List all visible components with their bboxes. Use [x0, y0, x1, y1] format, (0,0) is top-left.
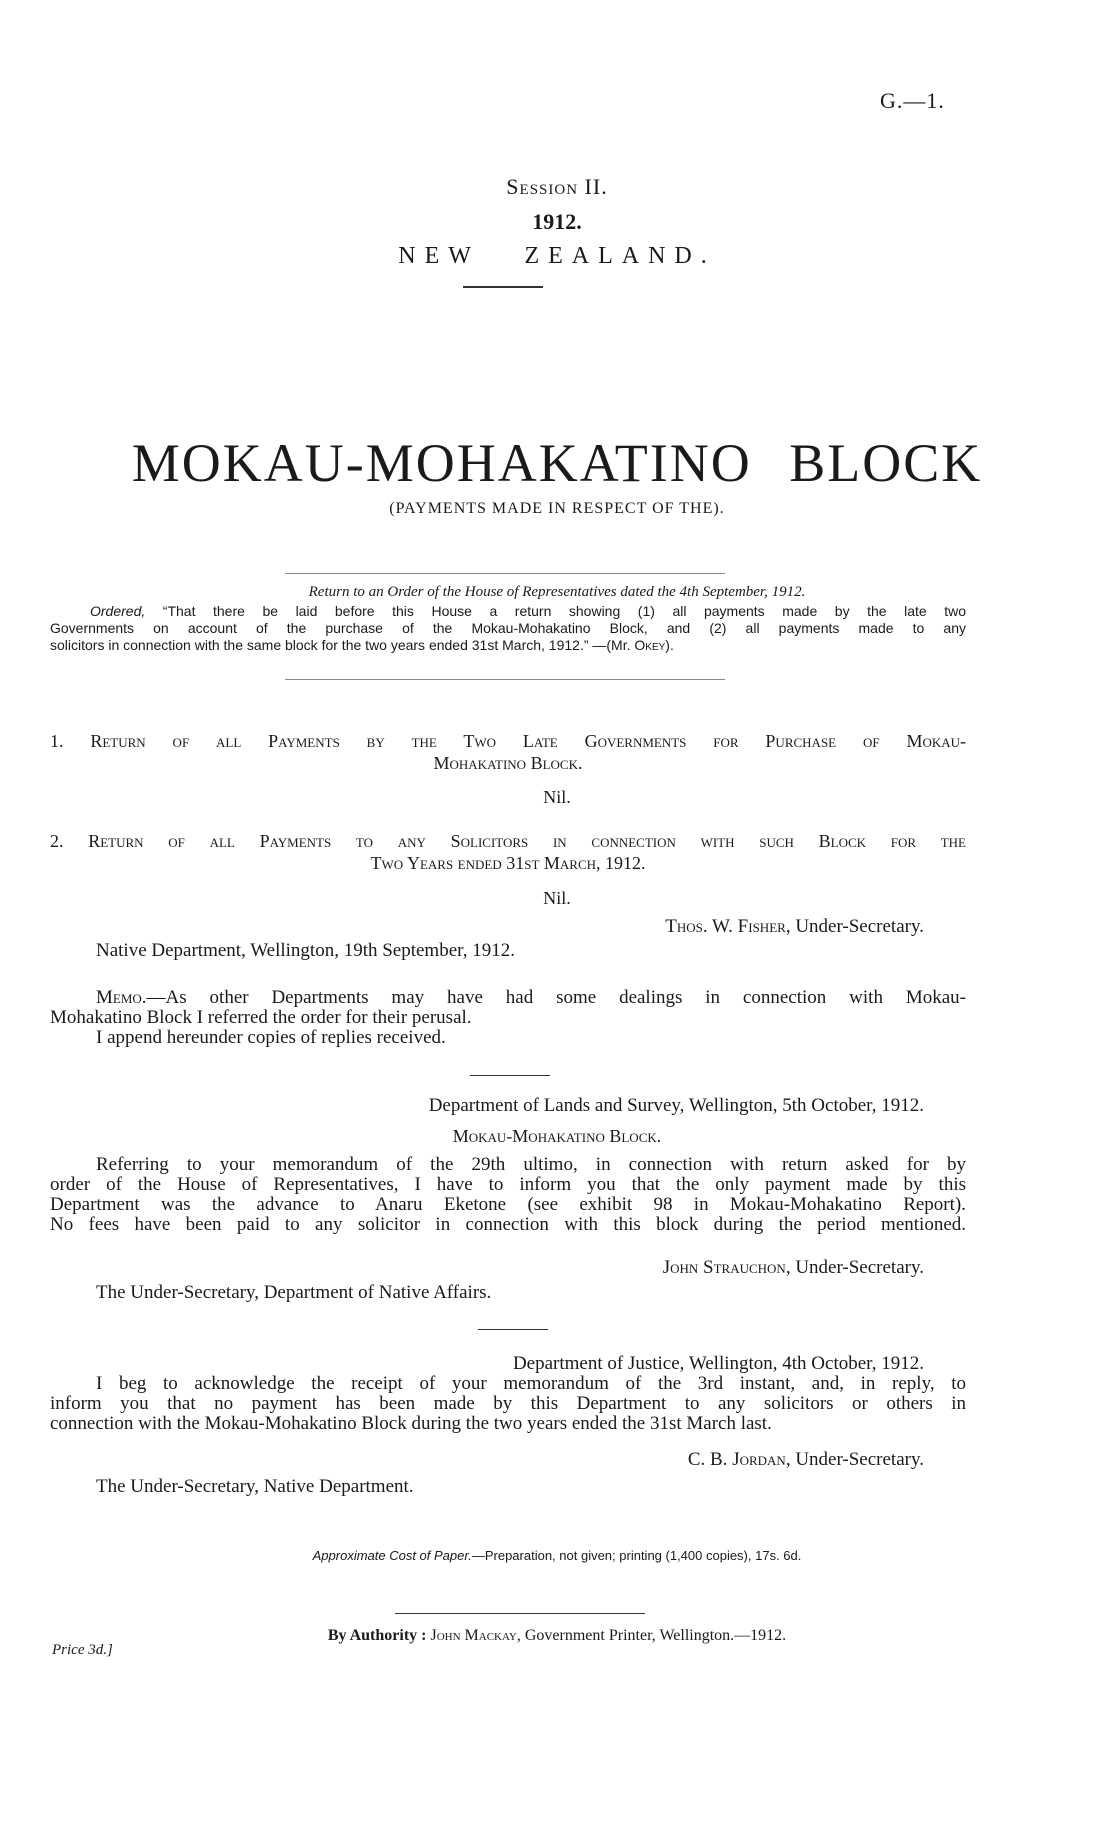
return-item-1-line-2: Mohakatino Block.: [433, 753, 583, 773]
memo-line-3: I append hereunder copies of replies received.: [96, 1027, 446, 1048]
ordered-close: ).: [665, 637, 674, 653]
document-code: G.—1.: [880, 88, 945, 113]
order-bottom-divider: [285, 679, 725, 680]
letter-2-signature: [688, 1449, 924, 1471]
order-top-divider: [285, 573, 725, 574]
return-item-1-number: 1.: [50, 731, 64, 751]
memo-label: Memo.: [96, 987, 147, 1008]
letter-1-dateline: Department of Lands and Survey, Wellington, 5th October, 1912.: [428, 1095, 924, 1116]
letter-2-addressee: The Under-Secretary, Native Department.: [96, 1476, 414, 1497]
country-label: NEW ZEALAND.: [398, 243, 716, 269]
return-item-1-value: Nil.: [543, 787, 571, 807]
letter-2-line-1: I beg to acknowledge the receipt of your memorandum of the 3rd instant, and, in reply, to: [96, 1373, 966, 1394]
printer-name: John Mackay: [430, 1627, 517, 1644]
returns-dateline: Native Department, Wellington, 19th September, 1912.: [96, 940, 515, 961]
ordered-text-1: “That there be laid before this House a return showing (1) all payments made by the late two: [162, 603, 966, 619]
ordered-paragraph: [50, 603, 966, 654]
letter-2-signature-name: C. B. Jordan: [687, 1449, 786, 1470]
memo-line-2: Mohakatino Block I referred the order for their perusal.: [50, 1007, 472, 1028]
ordered-label: Ordered,: [90, 603, 146, 619]
year-label: 1912.: [532, 209, 582, 234]
return-item-2: [50, 830, 966, 874]
return-item-2-line-1: Return of all Payments to any Solicitors in connection with such Block for the: [88, 831, 967, 851]
returns-signature: [665, 916, 924, 938]
letter-2-line-3: connection with the Mokau-Mohakatino Block during the two years ended the 31st March last.: [50, 1413, 772, 1434]
header-divider: [463, 286, 543, 288]
letter-1-subject: Mokau-Mohakatino Block.: [452, 1126, 662, 1146]
letter-2-signature-title: , Under-Secretary.: [785, 1449, 924, 1470]
return-order-line: Return to an Order of the House of Representatives dated the 4th September, 1912.: [308, 584, 806, 600]
memo-paragraph: [50, 988, 966, 1048]
cost-of-paper-line: [0, 1548, 1114, 1563]
ordered-text-3: solicitors in connection with the same block for the two years ended 31st March, 1912.” —(Mr.: [50, 637, 635, 653]
letter-1-signature-name: John Strauchon: [662, 1257, 786, 1278]
returns-signature-title: , Under-Secretary.: [785, 916, 924, 937]
letter-divider: [478, 1329, 548, 1330]
letter-1-line-2: order of the House of Representatives, I have to inform you that the only payment made by this: [50, 1174, 966, 1195]
return-item-1-line-1: Return of all Payments by the Two Late Governments for Purchase of Mokau-: [90, 731, 966, 751]
letter-1-addressee: The Under-Secretary, Department of Native Affairs.: [96, 1282, 492, 1303]
footer-divider: [395, 1613, 645, 1614]
printer-rest: , Government Printer, Wellington.—1912.: [516, 1627, 787, 1644]
page-title: MOKAU-MOHAKATINO BLOCK: [131, 433, 983, 493]
letter-1-line-4: No fees have been paid to any solicitor in connection with this block during the period mentioned.: [50, 1214, 966, 1235]
authority-line: [0, 1627, 1114, 1645]
page-subtitle: (PAYMENTS MADE IN RESPECT OF THE).: [389, 500, 725, 517]
authority-label: By Authority :: [327, 1627, 427, 1644]
memo-divider: [470, 1075, 550, 1076]
letter-1-line-3: Department was the advance to Anaru Eketone (see exhibit 98 in Mokau-Mohakatino Report).: [50, 1194, 966, 1215]
letter-2-dateline: Department of Justice, Wellington, 4th October, 1912.: [512, 1353, 924, 1374]
return-item-2-number: 2.: [50, 831, 64, 851]
memo-line-1: —As other Departments may have had some dealings in connection with Mokau-: [146, 987, 966, 1008]
return-item-1: [50, 730, 966, 774]
returns-signature-name: Thos. W. Fisher: [665, 916, 786, 937]
mover-name: Okey: [634, 637, 666, 653]
cost-text: —Preparation, not given; printing (1,400 copies), 17s. 6d.: [471, 1548, 802, 1563]
price-label: Price 3d.]: [52, 1642, 113, 1658]
return-item-2-line-2: Two Years ended 31st March, 1912.: [370, 853, 646, 873]
letter-2-body: [50, 1374, 966, 1434]
letter-1-body: [50, 1155, 966, 1235]
return-item-2-value: Nil.: [543, 888, 571, 908]
ordered-text-2: Governments on account of the purchase of the Mokau-Mohakatino Block, and (2) all payments made to any: [50, 620, 966, 636]
letter-1-signature: [663, 1257, 924, 1279]
letter-2-line-2: inform you that no payment has been made by this Department to any solicitors or others in: [50, 1393, 966, 1414]
letter-1-line-1: Referring to your memorandum of the 29th ultimo, in connection with return asked for by: [96, 1154, 966, 1175]
session-label: Session II.: [506, 174, 608, 199]
cost-label: Approximate Cost of Paper.: [312, 1548, 472, 1563]
letter-1-signature-title: , Under-Secretary.: [785, 1257, 924, 1278]
